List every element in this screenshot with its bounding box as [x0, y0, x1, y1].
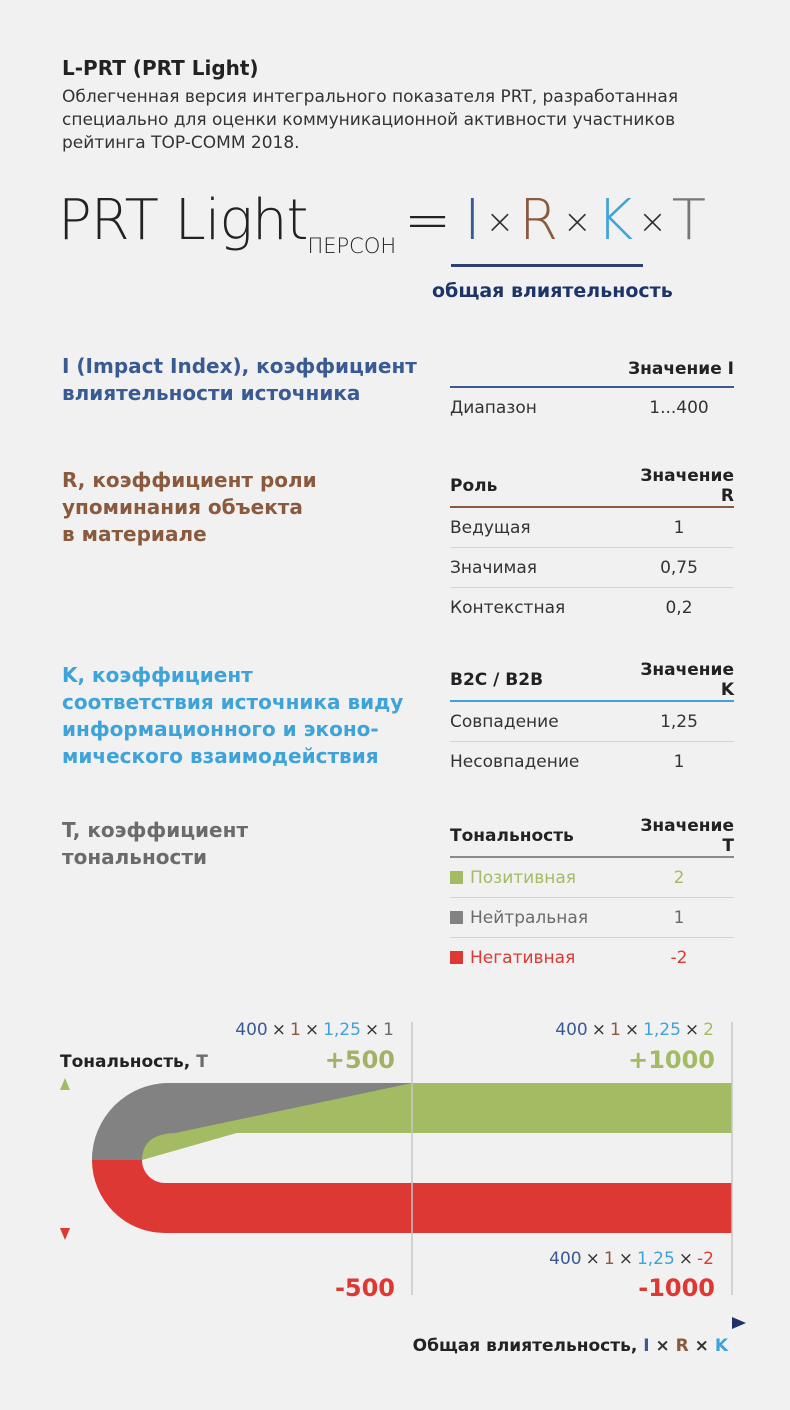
row-label: Ведущая	[450, 507, 624, 548]
section-t-title-line: T, коэффициент	[62, 818, 249, 842]
row-label	[450, 938, 624, 978]
table-row	[450, 588, 734, 628]
formula-underline	[451, 264, 643, 267]
section-k-title-line: K, коэффициент	[62, 663, 253, 687]
positive-swatch	[450, 871, 463, 884]
section-t-title	[62, 817, 248, 871]
section-i-title-line: влиятельности источника	[62, 381, 361, 405]
x-axis-label: Общая влиятельность, I × R × K	[412, 1336, 728, 1356]
row-label-text: Позитивная	[470, 867, 577, 888]
table-row	[450, 548, 734, 588]
formula-factor-k: K	[596, 188, 633, 253]
row-value: 1	[673, 751, 685, 772]
table-r-col1: Роль	[450, 466, 624, 507]
formula-times: ×	[563, 202, 591, 242]
y-axis-label: Тональность, T	[60, 1052, 208, 1072]
row-value: -2	[670, 947, 688, 968]
annotation-result-positive: +1000	[628, 1046, 715, 1074]
row-value: 2	[624, 857, 734, 898]
formula-factor-i: I	[464, 188, 480, 253]
table-r-col2: Значение R	[624, 466, 734, 507]
section-t-title-line: тональности	[62, 845, 207, 869]
row-value: 1	[624, 898, 734, 938]
table-row	[450, 857, 734, 898]
annotation-calc-negative: 400 × 1 × 1,25 × -2	[549, 1249, 714, 1269]
row-label	[450, 857, 624, 898]
row-value: 1	[624, 507, 734, 548]
x-axis-arrow-icon	[732, 1317, 746, 1329]
section-k-title-line: информационного и эконо-	[62, 717, 379, 741]
row-label	[450, 898, 624, 938]
section-i-title	[62, 353, 417, 407]
table-i-col1	[450, 352, 624, 387]
row-value: 0,75	[624, 548, 734, 588]
formula-factor-t: T	[671, 188, 705, 253]
formula-subscript: ПЕРСОН	[307, 234, 397, 258]
row-value: 1...400	[649, 397, 709, 418]
table-k-col2: Значение K	[624, 660, 734, 701]
section-k-title	[62, 662, 403, 770]
row-label-text: Нейтральная	[470, 907, 589, 928]
table-row	[450, 938, 734, 978]
row-value: 0,2	[665, 597, 693, 618]
row-label: Значимая	[450, 548, 624, 588]
annotation-calc-neutral: 400 × 1 × 1,25 × 1	[235, 1020, 394, 1040]
annotation-calc-positive: 400 × 1 × 1,25 × 2	[555, 1020, 714, 1040]
table-t-col2: Значение T	[624, 816, 734, 857]
y-axis-arrow-down-icon	[60, 1228, 70, 1240]
row-label-text: Негативная	[470, 947, 576, 968]
formula-times: ×	[638, 202, 666, 242]
negative-end-value: -1000	[638, 1274, 715, 1302]
formula-equals: =	[404, 188, 451, 253]
table-row	[450, 742, 734, 782]
section-r-title	[62, 467, 317, 548]
tonality-chart	[0, 990, 790, 1370]
formula-times: ×	[485, 202, 514, 242]
table-k	[450, 660, 734, 781]
table-row	[450, 701, 734, 742]
table-r	[450, 466, 734, 627]
formula-factor-r: R	[519, 188, 558, 253]
y-axis-arrow-up-icon	[60, 1078, 70, 1090]
table-k-col1: B2C / B2B	[450, 660, 624, 701]
formula-name: PRT Light	[58, 188, 308, 253]
table-row	[450, 507, 734, 548]
table-i	[450, 352, 734, 427]
section-r-title-line: упоминания объекта	[62, 495, 303, 519]
influence-label: общая влиятельность	[432, 280, 673, 302]
negative-mid-value: -500	[334, 1274, 395, 1302]
row-value: 1,25	[624, 701, 734, 742]
row-label: Контекстная	[450, 597, 566, 618]
table-t-col1: Тональность	[450, 816, 624, 857]
section-k-title-line: соответствия источника виду	[62, 690, 404, 714]
section-i-title-line: I (Impact Index), коэффициент	[62, 354, 417, 378]
section-k-title-line: мического взаимодействия	[62, 744, 379, 768]
table-i-col2: Значение I	[624, 352, 734, 387]
page-title: L-PRT (PRT Light)	[62, 56, 259, 80]
row-label: Совпадение	[450, 701, 624, 742]
table-t	[450, 816, 734, 977]
section-r-title-line: в материале	[62, 522, 207, 546]
annotation-result-neutral: +500	[324, 1046, 395, 1074]
negative-swatch	[450, 951, 463, 964]
row-label: Несовпадение	[450, 751, 580, 772]
page-description: Облегченная версия интегрального показателя PRT, разработанная специально для оценки коммуникационной активности участников рейтинга TOP-COMM 2018.	[62, 87, 679, 153]
formula	[58, 188, 705, 258]
table-row	[450, 898, 734, 938]
table-row	[450, 387, 734, 427]
row-label: Диапазон	[450, 397, 537, 418]
section-r-title-line: R, коэффициент роли	[62, 468, 317, 492]
neutral-swatch	[450, 911, 463, 924]
